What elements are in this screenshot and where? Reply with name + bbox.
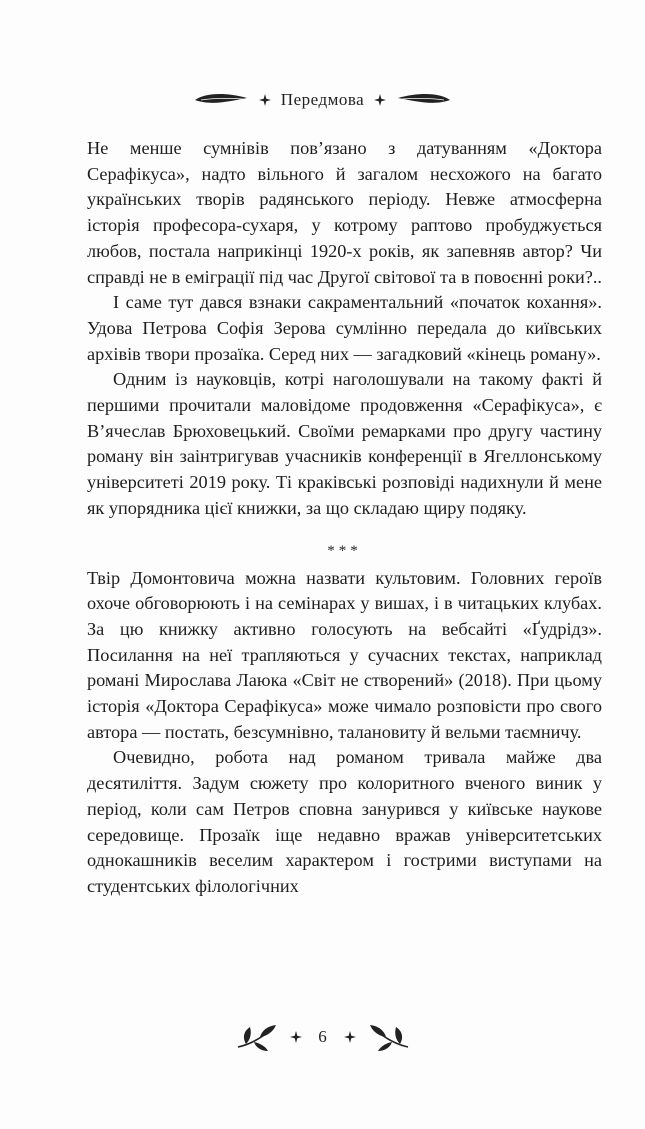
olive-branch-icon [234,1021,278,1053]
paragraph: Очевидно, робота над романом тривала майже два десятиліття. Задум сюжету про колоритного вченого виник у період, коли сам Петров сповна занурився у київське наукове середовище. Прозаїк іще недавно вражав університетських однокашників веселим характером і гострими виступами на студентських філологічних [87,747,602,896]
paragraph: Твір Домонтовича можна назвати культовим. Головних героїв охоче обговорюють і на семінарах у вишах, і в читацьких клубах. За цю книжку активно голосують на вебсайті «Ґудрідз». Посилання на неї трапляються у сучасних текстах, наприклад романі Мирослава Лаюка «Світ не створений» (2018). При цьому історія «Доктора Серафікуса» може чимало розповісти про свого автора — постать, безсумнівно, талановиту й вельми таємничу. [87,567,602,742]
page-body [87,136,602,900]
leaf-swash-icon [396,92,452,108]
four-point-star-icon [290,1031,302,1043]
four-point-star-icon [344,1031,356,1043]
paragraph: Не менше сумнівів пов’язано з датуванням «Доктора Серафікуса», надто вільного й загалом несхожого на багато українських творів радянського періоду. Невже атмосферна історія професора-сухаря, у котрому раптово пробуджується любов, постала наприкінці 1920-х років, як запевняв автор? Чи справді не в еміграції під час Другої світової та в повоєнні роки?.. [87,138,602,287]
running-header [0,86,645,114]
four-point-star-icon [374,94,386,106]
page-footer [0,1019,645,1055]
section-separator: *** [327,542,362,559]
leaf-swash-icon [193,92,249,108]
section-title: Передмова [280,90,365,109]
olive-branch-icon [368,1021,412,1053]
paragraph: Одним із науковців, котрі наголошували на такому факті й першими прочитали маловідоме продовження «Серафікуса», є В’ячеслав Брюховецький. Своїми ремарками про другу частину роману він заінтригував учасників конференції в Ягеллонському університеті 2019 року. Ті краківські розповіді надихнули й мене як упорядника цієї книжки, за що складаю щиру подяку. [87,369,602,518]
paragraph: І саме тут дався взнаки сакраментальний «початок кохання». Удова Петрова Софія Зерова сумлінно передала до київських архівів твори прозаїка. Серед них — загадковий «кінець роману». [87,292,602,364]
page-number: 6 [318,1027,327,1046]
four-point-star-icon [259,94,271,106]
